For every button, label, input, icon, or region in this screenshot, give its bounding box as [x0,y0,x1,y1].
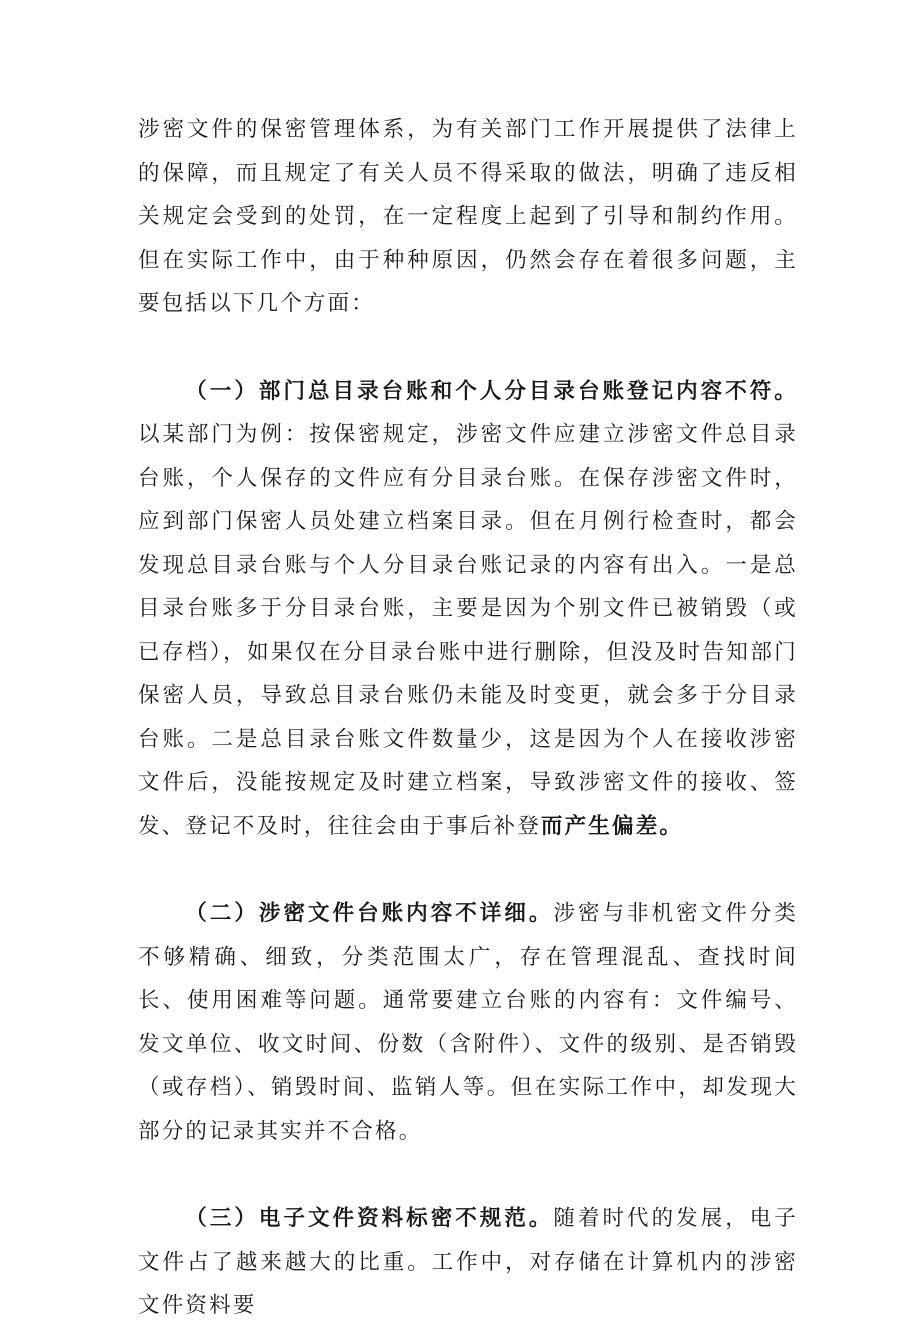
section-3-paragraph [138,1197,798,1328]
paragraph-gap [138,848,798,892]
paragraph-gap [138,326,798,370]
section-3-body: 随着时代的发展，电子文件占了越来越大的比重。工作中，对存储在计算机内的涉密文件资料要 [138,1206,798,1318]
section-1-body: 以某部门为例：按保密规定，涉密文件应建立涉密文件总目录台账，个人保存的文件应有分目录台账。在保存涉密文件时，应到部门保密人员处建立档案目录。但在月例行检查时，都会发现总目录台账与个人分目录台账记录的内容有出入。一是总目录台账多于分目录台账，主要是因为个别文件已被销毁（或已存档），如果仅在分目录台账中进行删除，但没及时告知部门保密人员，导致总目录台账仍未能及时变更，就会多于分目录台账。二是总目录台账文件数量少，这是因为个人在接收涉密文件后，没能按规定及时建立档案，导致涉密文件的接收、签发、登记不及时，往往会由于事后补登 [138,422,798,839]
section-2-paragraph [138,892,798,1153]
section-1-tail: 而产生偏差。 [540,813,684,839]
section-2-heading: （二）涉密文件台账内容不详细。 [185,901,554,926]
section-1-paragraph [138,370,798,849]
section-2-body: 涉密与非机密文件分类不够精确、细致，分类范围太广，存在管理混乱、查找时间长、使用困难等问题。通常要建立台账的内容有：文件编号、发文单位、收文时间、份数（含附件）、文件的级别、是否销毁（或存档）、销毁时间、监销人等。但在实际工作中，却发现大部分的记录其实并不合格。 [138,901,798,1144]
intro-text: 涉密文件的保密管理体系，为有关部门工作开展提供了法律上的保障，而且规定了有关人员不得采取的做法，明确了违反相关规定会受到的处罚，在一定程度上起到了引导和制约作用。但在实际工作中，由于种种原因，仍然会存在着很多问题，主要包括以下几个方面： [138,117,798,316]
document-page [138,108,798,1328]
section-3-heading: （三）电子文件资料标密不规范。 [185,1206,554,1231]
paragraph-gap [138,1153,798,1197]
section-1-heading: （一）部门总目录台账和个人分目录台账登记内容不符。 [185,378,798,404]
intro-paragraph [138,108,798,326]
